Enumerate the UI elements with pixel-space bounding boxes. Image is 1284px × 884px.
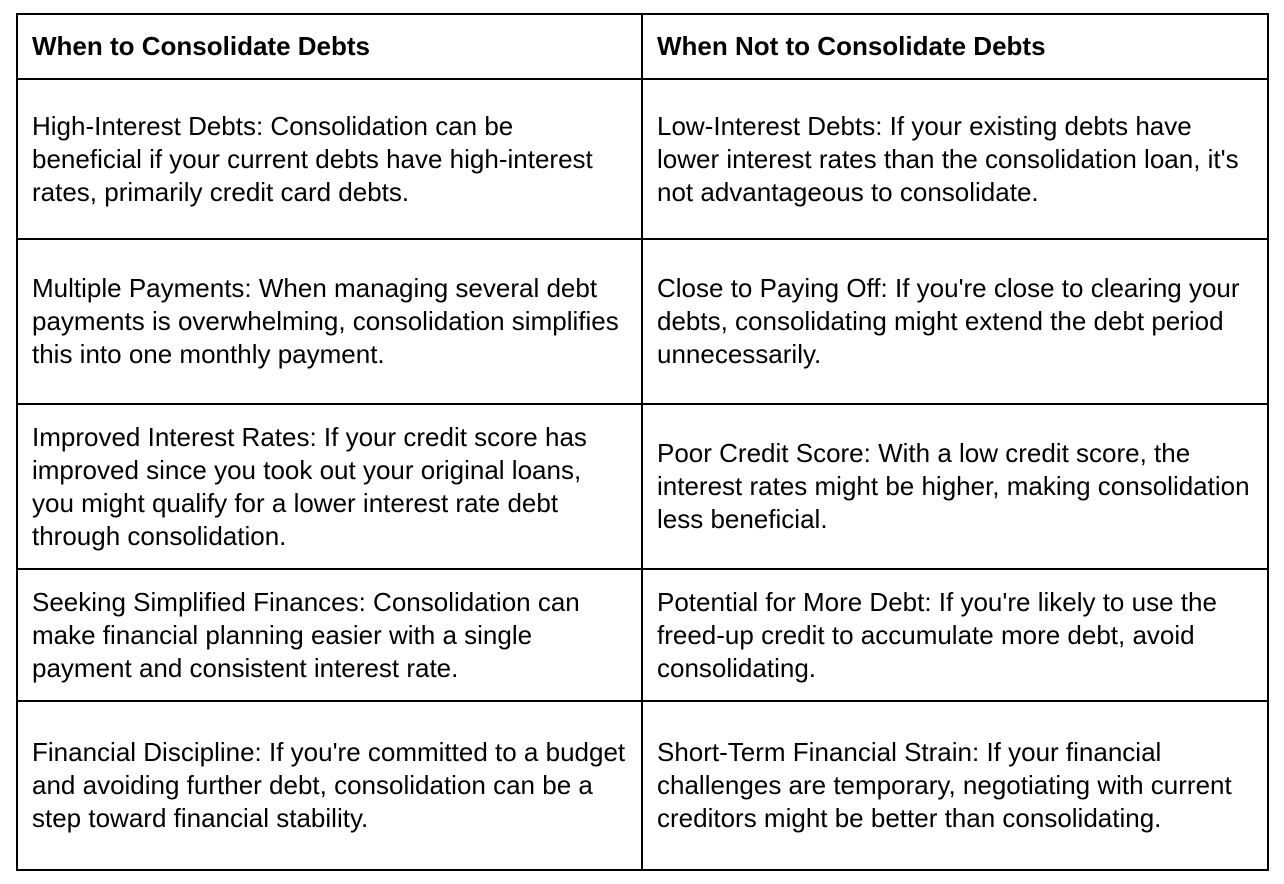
cell-when-not-to-consolidate-1 [642,79,1268,239]
cell-when-to-consolidate-3 [17,404,642,569]
table-row [17,79,1268,239]
debt-consolidation-comparison-table [16,13,1269,871]
cell-text: Financial Discipline: If you're committed to a budget and avoiding further debt, consolidation can be a step toward financial stability. [32,737,626,833]
cell-text: Low-Interest Debts: If your existing debts have lower interest rates than the consolidation loan, it's not advantageous to consolidate. [657,110,1239,207]
cell-when-to-consolidate-2 [17,239,642,404]
cell-when-not-to-consolidate-5 [642,701,1268,870]
table-row [17,404,1268,569]
header-row [17,14,1268,79]
cell-text: Seeking Simplified Finances: Consolidation can make financial planning easier with a single payment and consistent interest rate. [32,586,580,683]
cell-text: Poor Credit Score: With a low credit score, the interest rates might be higher, making consolidation less beneficial. [657,438,1250,534]
table-body [17,79,1268,870]
cell-when-not-to-consolidate-2 [642,239,1268,404]
cell-when-to-consolidate-5 [17,701,642,870]
cell-text: Short-Term Financial Strain: If your financial challenges are temporary, negotiating with current creditors might be better than consolidating. [657,737,1232,833]
table-row [17,239,1268,404]
cell-text: Multiple Payments: When managing several debt payments is overwhelming, consolidation simplifies this into one monthly payment. [32,273,619,369]
table-header [17,14,1268,79]
cell-when-not-to-consolidate-3 [642,404,1268,569]
cell-text: Improved Interest Rates: If your credit score has improved since you took out your original loans, you might qualify for a lower interest rate debt through consolidation. [32,421,587,551]
column-header-when-to-consolidate: When to Consolidate Debts [17,14,642,79]
cell-text: Close to Paying Off: If you're close to clearing your debts, consolidating might extend the debt period unnecessarily. [657,273,1240,369]
cell-text: High-Interest Debts: Consolidation can be beneficial if your current debts have high-interest rates, primarily credit card debts. [32,110,593,207]
cell-when-to-consolidate-1 [17,79,642,239]
column-header-when-not-to-consolidate: When Not to Consolidate Debts [642,14,1268,79]
table-row [17,569,1268,701]
cell-when-to-consolidate-4 [17,569,642,701]
cell-when-not-to-consolidate-4 [642,569,1268,701]
cell-text: Potential for More Debt: If you're likely to use the freed-up credit to accumulate more debt, avoid consolidating. [657,586,1217,683]
table-row [17,701,1268,870]
